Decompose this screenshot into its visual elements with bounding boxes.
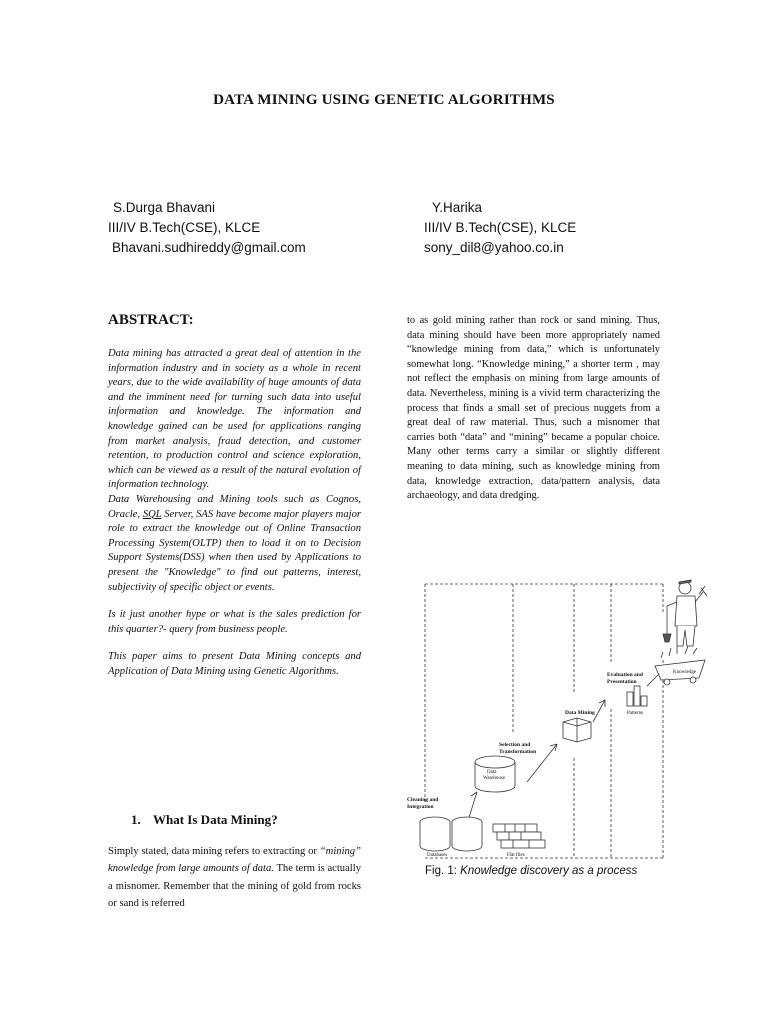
patterns-icon (627, 686, 647, 706)
label-data-mining: Data Mining (565, 710, 595, 716)
section-text: Simply stated, data mining refers to extracting or (108, 846, 320, 857)
abstract-body (108, 347, 361, 692)
abstract-paragraph: Data mining has attracted a great deal of attention in the information industry and in society as a whole in recent years, due to the wide availability of huge amounts of data and the imminent need for turning such data into useful information and knowledge. The information and knowledge gained can be used for applications ranging from market analysis, fraud detection, and customer retention, to production control and science exploration, which can be viewed as a result of the natural evolution of information technology. (108, 348, 361, 491)
author-affiliation: III/IV B.Tech(CSE), KLCE (424, 220, 577, 235)
knowledge-cart-icon (655, 646, 705, 685)
label-patterns: Patterns (627, 711, 644, 716)
label-evaluation: Presentation (607, 679, 637, 685)
databases-cylinders (420, 817, 482, 851)
label-evaluation: Evaluation and (607, 672, 643, 678)
abstract-heading: ABSTRACT: (108, 312, 194, 328)
paper-title: DATA MINING USING GENETIC ALGORITHMS (213, 92, 555, 108)
abstract-paragraph: This paper aims to present Data Mining concepts and Application of Data Mining using Genetic Algorithms. (108, 651, 361, 677)
label-databases: Databases (427, 853, 448, 858)
author-block-1 (108, 198, 306, 258)
right-column-body: to as gold mining rather than rock or sand mining. Thus, data mining should have been more appropriately named “knowledge mining from data,” which is unfortunately somewhat long. “Knowledge mining,” a shorter term , may not reflect the emphasis on mining from large amounts of data. Nevertheless, mining is a vivid term characterizing the process that finds a small set of precious nuggets from a great deal of raw material. Thus, such a misnomer that carries both “data” and “mining” became a popular choice. Many other terms carry a similar or slightly different meaning to data mining, such as knowledge mining from data, knowledge extraction, data/pattern analysis, data archaeology, and data dredging. (407, 315, 660, 502)
label-selection: Selection and (499, 742, 531, 748)
section-body (108, 843, 361, 912)
author-affiliation: III/IV B.Tech(CSE), KLCE (108, 220, 261, 235)
label-warehouse: Data (487, 770, 497, 775)
flat-files-icon (493, 824, 545, 848)
label-cleaning: Cleaning and (407, 797, 439, 803)
author-email: sony_dil8@yahoo.co.in (424, 240, 564, 255)
author-email: Bhavani.sudhireddy@gmail.com (112, 240, 306, 255)
label-flat-files: Flat files (507, 853, 525, 858)
label-selection: Transformation (499, 749, 537, 755)
abstract-text: SQL (142, 508, 162, 520)
caption-text: Knowledge discovery as a process (460, 865, 638, 877)
caption-prefix: Fig. 1: (425, 865, 461, 877)
author-name: S.Durga Bhavani (113, 200, 216, 215)
section-text: The term is actually a misnomer. Remember that the mining of gold from rocks or sand is referred (108, 863, 361, 909)
kdd-process-figure (405, 574, 707, 864)
abstract-text: Data Warehousing and Mining tools such as Cognos, Oracle, (108, 493, 361, 520)
section-number: 1. (131, 812, 141, 827)
abstract-paragraph: Is it just another hype or what is the sales prediction for this quarter?- query from business people. (108, 609, 361, 635)
label-knowledge: Knowledge (673, 670, 697, 675)
author-name: Y.Harika (432, 200, 483, 215)
section-text: “mining” knowledge from large amounts of data. (108, 846, 361, 875)
abstract-paragraph (108, 493, 361, 595)
section-title: What Is Data Mining? (153, 812, 278, 827)
data-mining-cubes (563, 718, 591, 742)
label-warehouse: Warehouse (483, 776, 506, 781)
miner-figure-icon (663, 580, 707, 646)
label-cleaning: Integration (407, 804, 434, 810)
abstract-text: Server, SAS have become major players major role to extract the knowledge out of Online Transaction Processing System(OLTP) then to load it on to Decision Support Systems(DSS) when then used by Applications to present the "Knowledge" to find out patterns, interest, subjectivity of specific object or events. (108, 508, 361, 593)
section-heading (131, 812, 278, 828)
figure-caption (425, 865, 637, 877)
author-block-2 (424, 198, 576, 258)
